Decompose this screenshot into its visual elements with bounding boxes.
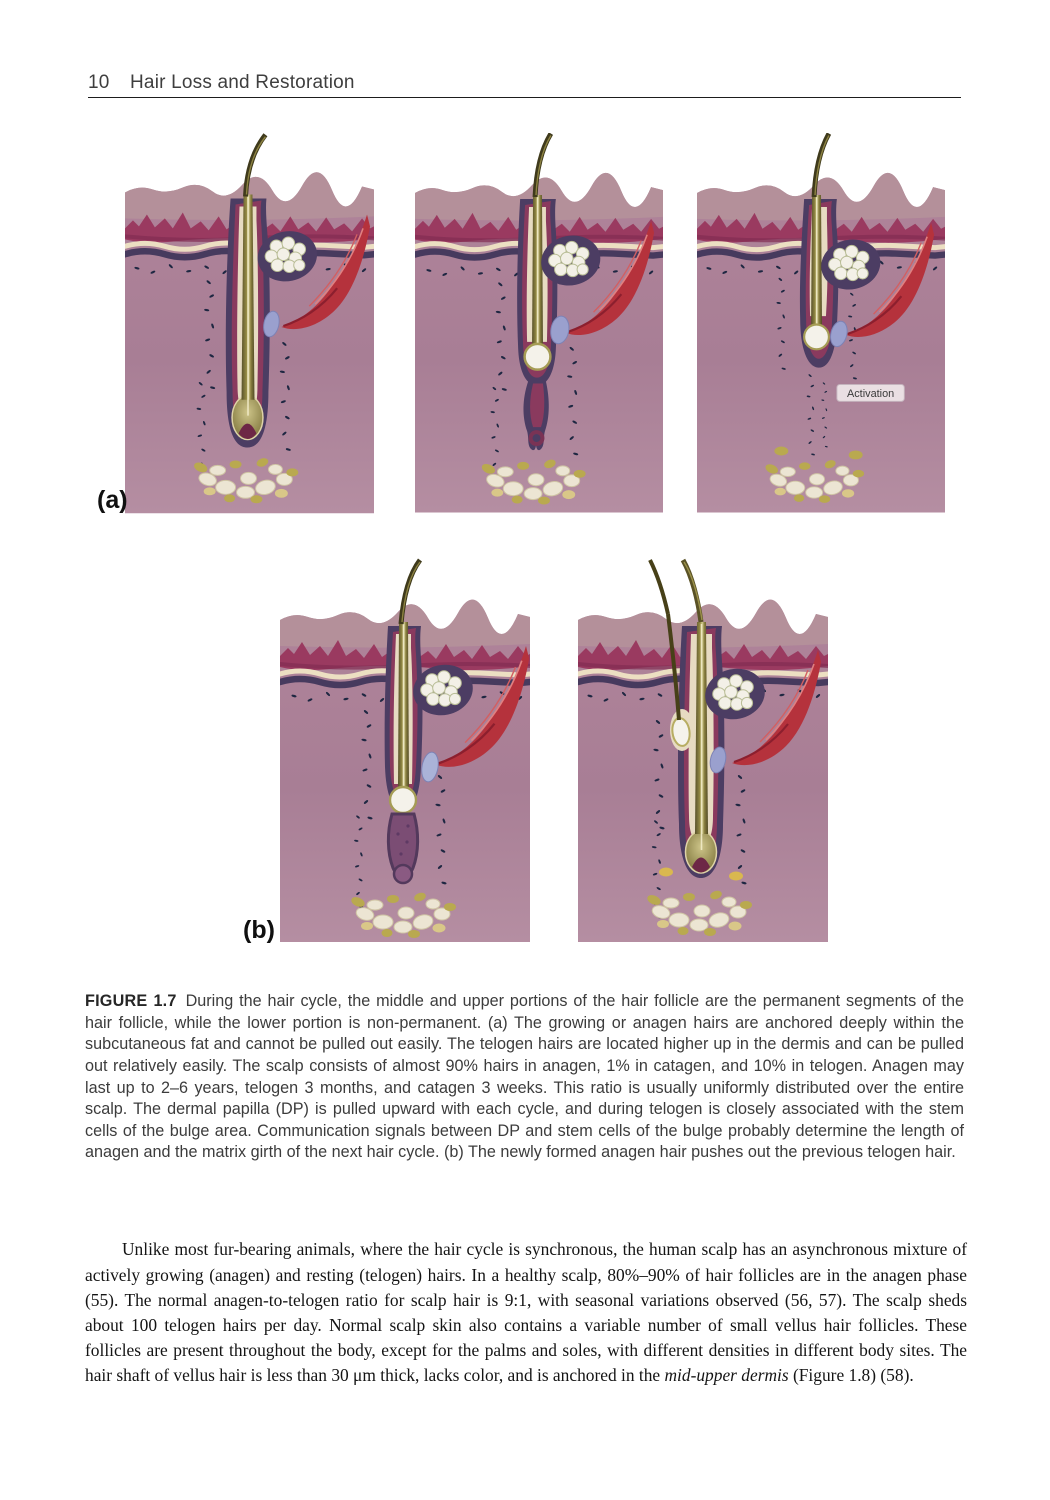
figure-label-b: (b) xyxy=(243,916,275,944)
body-italic-phrase: mid-upper dermis xyxy=(664,1365,789,1386)
body-text-2: (Figure 1.8) (58). xyxy=(788,1365,914,1386)
telogen-illustration xyxy=(697,133,945,515)
figure-caption-text: During the hair cycle, the middle and upper portions of the hair follicle are the permanent segments of the hair follicle, while the lower portion is non-permanent. (a) The growing or anagen hairs are anchored deeply within the subcutaneous fat and cannot be pulled out easily. The telogen hairs are located higher up in the dermis and can be pulled out relatively easily. The scalp consists of almost 90% hairs in anagen, 1% in catagen, and 10% in telogen. Anagen may last up to 2–6 years, telogen 3 months, and catagen 3 weeks. This ratio is usually uniformly distributed over the entire scalp. The dermal papilla (DP) is pulled upward with each cycle, and during telogen is closely associated with the stem cells of the bulge area. Communication signals between DP and stem cells of the bulge probably determine the length of anagen and the matrix girth of the next hair cycle. (b) The newly formed anagen hair pushes out the previous telogen hair. xyxy=(85,992,964,1162)
chapter-title: Hair Loss and Restoration xyxy=(130,72,355,93)
new-germ-illustration xyxy=(280,558,530,946)
follicle-anagen xyxy=(226,195,270,448)
header-rule xyxy=(88,97,961,98)
body-paragraph xyxy=(85,1237,967,1388)
figure-caption xyxy=(85,991,964,1164)
page-header xyxy=(88,72,962,94)
figure-panel-telogen xyxy=(697,133,945,515)
catagen-illustration xyxy=(415,133,663,515)
figure-panel-anagen xyxy=(125,133,374,515)
anagen-illustration xyxy=(125,133,374,515)
figure-panel-telogen-with-new-germ xyxy=(280,558,530,946)
figure-label-a: (a) xyxy=(97,486,128,514)
page-number: 10 xyxy=(88,72,110,93)
figure-panel-new-anagen xyxy=(578,558,828,946)
club-hair-bulb xyxy=(804,324,829,349)
club-hair-bulb xyxy=(390,787,416,813)
club-hair-bulb xyxy=(525,344,551,370)
hair-above-skin xyxy=(683,560,701,622)
activation-label: Activation xyxy=(846,387,895,400)
body-text-1: Unlike most fur-bearing animals, where the hair cycle is synchronous, the human scalp has an asynchronous mixture of actively growing (anagen) and resting (telogen) hairs. In a healthy scalp, 80%–90% of hair follicles are in the anagen phase (55). The normal anagen-to-telogen ratio for scalp hair is 9:1, with seasonal variations observed (56, 57). The scalp sheds about 100 telogen hairs per day. Normal scalp skin also contains a variable number of small vellus hair follicles. These follicles are present throughout the body, except for the palms and soles, with different densities in different body sites. The hair shaft of vellus hair is less than 30 μm thick, lacks color, and is anchored in the xyxy=(85,1239,967,1386)
new-anagen-illustration xyxy=(578,558,828,946)
follicle-with-germ xyxy=(385,622,423,883)
figure-panel-catagen xyxy=(415,133,663,515)
activation-callout xyxy=(837,385,904,402)
figure-caption-number: FIGURE 1.7 xyxy=(85,992,177,1011)
